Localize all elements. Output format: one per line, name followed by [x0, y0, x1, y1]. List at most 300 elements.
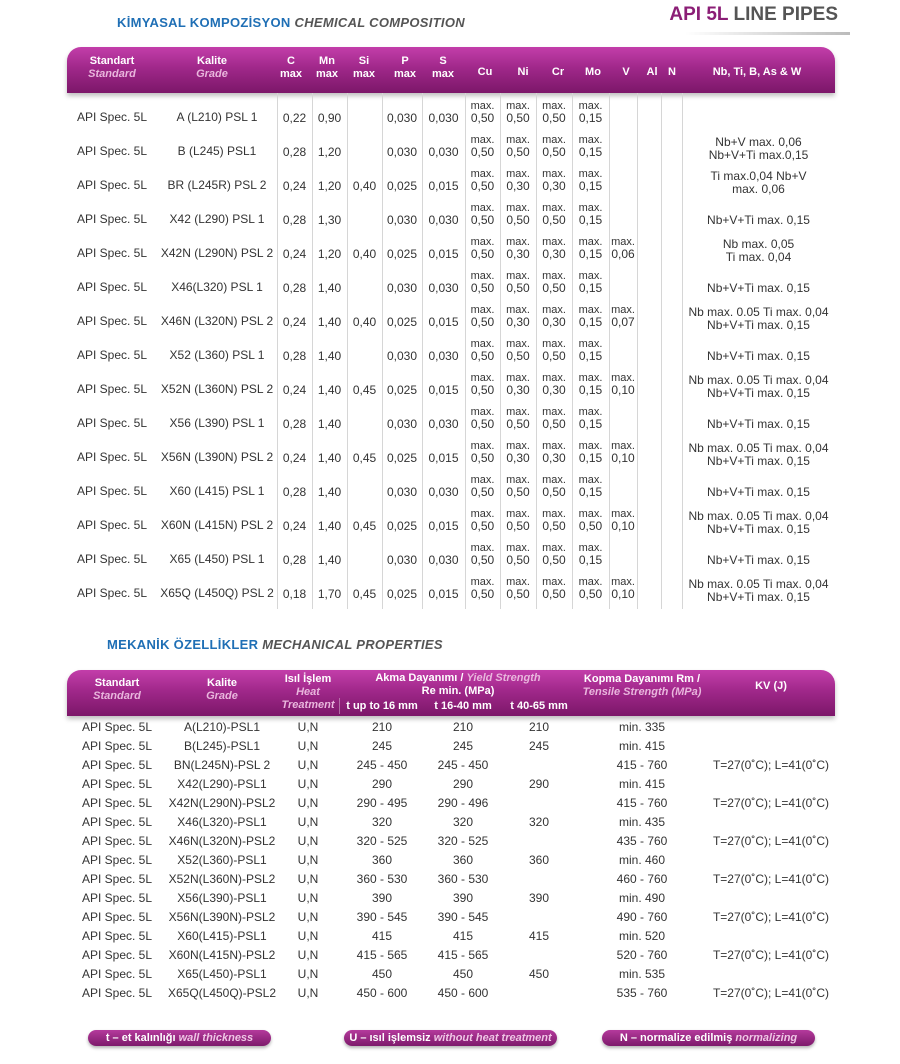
chem-cell-grade: X56N (L390N) PSL 2 [160, 450, 274, 464]
chem-cell-p: 0,025 [386, 519, 418, 533]
chem-cell-mo: 0,50 [578, 587, 603, 601]
chem-cell-s: 0,015 [428, 179, 459, 193]
mech-cell-t2: 320 - 525 [437, 834, 489, 848]
chem-max-label: max. [470, 372, 495, 384]
chem-max-label: max. [470, 576, 495, 588]
chem-cell-s: 0,015 [428, 587, 459, 601]
chem-cell-cu: 0,50 [470, 349, 495, 363]
chem-cell-mn: 1,40 [317, 417, 342, 431]
mech-cell-rm: min. 415 [618, 777, 666, 791]
mech-cell-t2: 415 - 565 [437, 948, 489, 962]
chem-cell-mn: 1,20 [317, 145, 342, 159]
chem-h-n: N [668, 66, 676, 78]
mech-cell-rm: min. 460 [618, 853, 666, 867]
chem-max-label: max. [578, 508, 603, 520]
mech-cell-t1: 290 - 495 [356, 796, 408, 810]
chem-cell-c: 0,28 [282, 145, 307, 159]
chem-max-label: max. [506, 372, 530, 384]
chem-cell-std: API Spec. 5L [76, 484, 148, 498]
mech-h-t3: t 40-65 mm [510, 700, 568, 712]
chem-cell-ni: 0,30 [506, 315, 530, 329]
chem-header [67, 47, 835, 93]
mech-h-kalite: Kalite Grade [206, 677, 238, 702]
chem-max-label: max. [470, 440, 495, 452]
mech-row [67, 832, 835, 851]
chem-max-label: max. [542, 542, 566, 554]
chem-max-label: max. [578, 236, 603, 248]
chem-max-label: max. [506, 576, 530, 588]
mech-row [67, 908, 835, 927]
chem-row [67, 334, 835, 368]
chem-cell-grade: X42 (L290) PSL 1 [169, 212, 265, 226]
chem-h-cu: Cu [477, 66, 493, 78]
mech-cell-t1: 320 - 525 [356, 834, 408, 848]
mech-cell-std: API Spec. 5L [81, 777, 153, 791]
chem-max-label: max. [470, 474, 495, 486]
chem-max-label: max. [542, 440, 566, 452]
mech-cell-grade: A(L210)-PSL1 [183, 720, 261, 734]
mech-cell-t2: 320 [452, 815, 474, 829]
chem-cell-std: API Spec. 5L [76, 348, 148, 362]
mech-cell-t1: 290 [371, 777, 393, 791]
mech-cell-t2: 450 [452, 967, 474, 981]
mech-cell-std: API Spec. 5L [81, 796, 153, 810]
mech-cell-heat: U,N [297, 739, 319, 753]
mech-cell-kv: T=27(0˚C); L=41(0˚C) [712, 986, 830, 1000]
mech-cell-t2: 390 [452, 891, 474, 905]
chem-cell-mn: 1,40 [317, 281, 342, 295]
chem-cell-cr: 0,30 [542, 451, 566, 465]
chem-cell-mo: 0,15 [578, 145, 603, 159]
chem-max-label: max. [578, 168, 603, 180]
chem-cell-cu: 0,50 [470, 111, 495, 125]
mech-cell-std: API Spec. 5L [81, 739, 153, 753]
mech-row [67, 718, 835, 737]
chem-cell-p: 0,030 [386, 213, 418, 227]
chem-max-label: max. [470, 270, 495, 282]
chem-cell-mn: 1,70 [317, 587, 342, 601]
chem-max-label: max. [542, 338, 566, 350]
mech-h-isil: Isıl İşlem Heat Treatment [281, 673, 335, 711]
chem-cell-mn: 1,30 [317, 213, 342, 227]
chem-cell-other-1: Nb max. 0.05 Ti max. 0,04 [688, 577, 829, 591]
chem-cell-s: 0,030 [428, 213, 459, 227]
chem-cell-c: 0,28 [282, 553, 307, 567]
chem-cell-std: API Spec. 5L [76, 110, 148, 124]
mech-cell-std: API Spec. 5L [81, 967, 153, 981]
mech-cell-heat: U,N [297, 720, 319, 734]
chem-cell-grade: X46N (L320N) PSL 2 [160, 314, 274, 328]
chem-cell-c: 0,24 [282, 383, 307, 397]
chem-cell-cu: 0,50 [470, 213, 495, 227]
chem-cell-cu: 0,50 [470, 485, 495, 499]
chem-cell-ni: 0,50 [506, 485, 530, 499]
chem-max-label: max. [506, 202, 530, 214]
chem-cell-mo: 0,15 [578, 247, 603, 261]
mech-cell-grade: X56(L390)-PSL1 [177, 891, 267, 905]
mech-cell-rm: 415 - 760 [616, 796, 668, 810]
mech-cell-rm: min. 435 [618, 815, 666, 829]
chem-cell-s: 0,015 [428, 315, 459, 329]
chem-cell-si: 0,45 [352, 383, 377, 397]
chem-h-c: C max [279, 55, 303, 80]
chem-cell-ni: 0,50 [506, 349, 530, 363]
chem-cell-other-2: Nb+V+Ti max. 0,15 [707, 485, 810, 499]
chem-cell-cr: 0,50 [542, 485, 566, 499]
chem-max-label: max. [506, 406, 530, 418]
chem-cell-other-2: Nb+V+Ti max. 0,15 [707, 522, 810, 536]
chem-max-label: max. [506, 474, 530, 486]
mech-cell-grade: B(L245)-PSL1 [183, 739, 261, 753]
chem-cell-p: 0,025 [386, 247, 418, 261]
chem-cell-p: 0,030 [386, 281, 418, 295]
mech-row [67, 851, 835, 870]
chem-cell-ni: 0,50 [506, 417, 530, 431]
chem-table-body [67, 93, 835, 609]
chem-max-label: max. [506, 304, 530, 316]
chem-max-label: max. [470, 134, 495, 146]
chem-cell-cr: 0,50 [542, 587, 566, 601]
chem-cell-grade: X60 (L415) PSL 1 [169, 484, 265, 498]
chem-cell-v: 0,10 [611, 519, 635, 533]
chem-cell-ni: 0,30 [506, 247, 530, 261]
mech-cell-t1: 415 [371, 929, 393, 943]
mech-cell-t3: 415 [528, 929, 550, 943]
chem-cell-other-1: Ti max.0,04 Nb+V [710, 169, 807, 183]
mech-row [67, 870, 835, 889]
chem-cell-mo: 0,15 [578, 111, 603, 125]
chem-cell-mo: 0,15 [578, 315, 603, 329]
chem-max-label: max. [470, 338, 495, 350]
mech-cell-heat: U,N [297, 853, 319, 867]
chem-cell-mo: 0,15 [578, 417, 603, 431]
chem-cell-mo: 0,15 [578, 179, 603, 193]
chem-cell-std: API Spec. 5L [76, 518, 148, 532]
chem-max-label: max. [506, 440, 530, 452]
mech-cell-t2: 450 - 600 [437, 986, 489, 1000]
mech-cell-std: API Spec. 5L [81, 929, 153, 943]
mech-row [67, 813, 835, 832]
chem-cell-grade: X60N (L415N) PSL 2 [160, 518, 274, 532]
mech-cell-t2: 210 [452, 720, 474, 734]
mech-row [67, 775, 835, 794]
chem-cell-ni: 0,30 [506, 451, 530, 465]
chem-cell-c: 0,18 [282, 587, 307, 601]
mech-cell-heat: U,N [297, 815, 319, 829]
chem-cell-p: 0,030 [386, 145, 418, 159]
chem-cell-s: 0,030 [428, 145, 459, 159]
mech-cell-t2: 415 [452, 929, 474, 943]
mech-cell-t3: 320 [528, 815, 550, 829]
chem-cell-cr: 0,50 [542, 553, 566, 567]
mech-cell-grade: X65(L450)-PSL1 [177, 967, 267, 981]
chem-max-label: max. [578, 406, 603, 418]
chem-row [67, 96, 835, 130]
chem-max-label: max. [506, 134, 530, 146]
chem-cell-c: 0,28 [282, 213, 307, 227]
chem-max-label: max. [611, 236, 635, 248]
chem-cell-s: 0,030 [428, 553, 459, 567]
chem-cell-mo: 0,15 [578, 213, 603, 227]
mech-cell-t3: 245 [528, 739, 550, 753]
chem-cell-mo: 0,15 [578, 281, 603, 295]
chem-row [67, 266, 835, 300]
chem-max-label: max. [470, 508, 495, 520]
mech-h-kopma: Kopma Dayanımı Rm / Tensile Strength (MPa) [582, 673, 702, 698]
chem-max-label: max. [506, 168, 530, 180]
chem-cell-s: 0,030 [428, 417, 459, 431]
chem-cell-grade: A (L210) PSL 1 [176, 110, 258, 124]
chem-cell-grade: B (L245) PSL1 [177, 144, 257, 158]
mech-cell-heat: U,N [297, 948, 319, 962]
chem-cell-mn: 1,40 [317, 553, 342, 567]
chem-max-label: max. [542, 100, 566, 112]
chem-cell-mo: 0,50 [578, 519, 603, 533]
chem-cell-std: API Spec. 5L [76, 586, 148, 600]
mech-cell-rm: 415 - 760 [616, 758, 668, 772]
chem-cell-p: 0,025 [386, 315, 418, 329]
chem-row [67, 130, 835, 164]
chem-cell-cu: 0,50 [470, 315, 495, 329]
mech-cell-std: API Spec. 5L [81, 758, 153, 772]
chem-cell-s: 0,030 [428, 111, 459, 125]
mech-cell-grade: X52(L360)-PSL1 [177, 853, 267, 867]
chem-cell-cu: 0,50 [470, 281, 495, 295]
chem-cell-cr: 0,30 [542, 247, 566, 261]
brand-title: API 5L LINE PIPES [669, 4, 838, 25]
chem-max-label: max. [542, 372, 566, 384]
mech-cell-std: API Spec. 5L [81, 872, 153, 886]
chem-max-label: max. [542, 304, 566, 316]
chem-cell-c: 0,28 [282, 485, 307, 499]
chem-h-mn: Mn max [315, 55, 339, 80]
mech-cell-std: API Spec. 5L [81, 986, 153, 1000]
mech-cell-rm: min. 415 [618, 739, 666, 753]
chem-max-label: max. [578, 440, 603, 452]
mech-cell-t1: 320 [371, 815, 393, 829]
chem-cell-other-2: Nb+V+Ti max. 0,15 [707, 213, 810, 227]
chem-cell-mo: 0,15 [578, 451, 603, 465]
mech-cell-rm: min. 535 [618, 967, 666, 981]
mech-row [67, 984, 835, 1003]
mech-cell-kv: T=27(0˚C); L=41(0˚C) [712, 872, 830, 886]
chem-cell-cu: 0,50 [470, 417, 495, 431]
mech-cell-heat: U,N [297, 758, 319, 772]
mech-header [67, 670, 835, 716]
chem-max-label: max. [578, 338, 603, 350]
chem-cell-ni: 0,50 [506, 145, 530, 159]
chem-cell-s: 0,030 [428, 485, 459, 499]
chem-h-ni: Ni [517, 66, 529, 78]
chem-cell-si: 0,45 [352, 451, 377, 465]
chem-h-standart: Standart Standard [88, 55, 136, 80]
mech-cell-grade: X60N(L415N)-PSL2 [168, 948, 276, 962]
chem-cell-std: API Spec. 5L [76, 552, 148, 566]
mech-cell-rm: 520 - 760 [616, 948, 668, 962]
chem-cell-c: 0,24 [282, 179, 307, 193]
mech-cell-kv: T=27(0˚C); L=41(0˚C) [712, 948, 830, 962]
chem-cell-si: 0,40 [352, 247, 377, 261]
mech-cell-heat: U,N [297, 777, 319, 791]
mech-h-kv: KV (J) [755, 680, 787, 692]
chem-cell-std: API Spec. 5L [76, 416, 148, 430]
chem-max-label: max. [542, 168, 566, 180]
mech-cell-grade: X56N(L390N)-PSL2 [168, 910, 276, 924]
mech-cell-std: API Spec. 5L [81, 834, 153, 848]
mech-cell-grade: X65Q(L450Q)-PSL2 [167, 986, 277, 1000]
mech-cell-rm: min. 335 [618, 720, 666, 734]
chem-row [67, 300, 835, 334]
mech-cell-t2: 245 [452, 739, 474, 753]
chem-cell-cr: 0,50 [542, 349, 566, 363]
chem-cell-cu: 0,50 [470, 451, 495, 465]
chem-cell-grade: X42N (L290N) PSL 2 [160, 246, 274, 260]
chem-row [67, 198, 835, 232]
mech-cell-std: API Spec. 5L [81, 910, 153, 924]
chem-row [67, 436, 835, 470]
mech-cell-std: API Spec. 5L [81, 853, 153, 867]
chem-cell-cr: 0,50 [542, 281, 566, 295]
chem-cell-other-1: Nb max. 0.05 Ti max. 0,04 [688, 305, 829, 319]
mech-cell-std: API Spec. 5L [81, 720, 153, 734]
chem-cell-mo: 0,15 [578, 485, 603, 499]
mech-cell-t2: 290 - 496 [437, 796, 489, 810]
mech-cell-grade: X42(L290)-PSL1 [177, 777, 267, 791]
chem-cell-p: 0,030 [386, 417, 418, 431]
chem-cell-si: 0,40 [352, 179, 377, 193]
chem-max-label: max. [611, 576, 635, 588]
chem-h-s: S max [431, 55, 455, 80]
chem-cell-ni: 0,50 [506, 213, 530, 227]
chem-cell-v: 0,10 [611, 383, 635, 397]
chem-cell-grade: X46(L320) PSL 1 [171, 280, 263, 294]
chem-cell-c: 0,22 [282, 111, 307, 125]
chem-row [67, 164, 835, 198]
chem-cell-cu: 0,50 [470, 587, 495, 601]
chem-h-p: P max [393, 55, 417, 80]
chem-max-label: max. [578, 100, 603, 112]
chem-cell-p: 0,030 [386, 349, 418, 363]
mech-cell-t1: 245 - 450 [356, 758, 408, 772]
chem-cell-other-2: Nb+V+Ti max. 0,15 [707, 553, 810, 567]
mech-cell-t2: 390 - 545 [437, 910, 489, 924]
chem-cell-v: 0,10 [611, 451, 635, 465]
legend-t: t – et kalınlığı wall thickness [88, 1030, 271, 1046]
chem-max-label: max. [506, 236, 530, 248]
mech-cell-t3: 360 [528, 853, 550, 867]
chem-max-label: max. [611, 508, 635, 520]
chem-cell-cr: 0,50 [542, 111, 566, 125]
mech-cell-t3: 390 [528, 891, 550, 905]
chem-cell-cr: 0,30 [542, 179, 566, 193]
chem-cell-mn: 1,40 [317, 519, 342, 533]
chem-max-label: max. [542, 406, 566, 418]
chem-max-label: max. [506, 508, 530, 520]
chem-cell-other-1: Nb max. 0.05 Ti max. 0,04 [688, 373, 829, 387]
mech-cell-grade: X42N(L290N)-PSL2 [168, 796, 276, 810]
chem-cell-grade: X56 (L390) PSL 1 [169, 416, 265, 430]
mech-cell-t1: 450 - 600 [356, 986, 408, 1000]
chem-cell-s: 0,015 [428, 451, 459, 465]
mech-table-body [67, 716, 835, 1006]
mech-cell-t1: 210 [371, 720, 393, 734]
chem-cell-std: API Spec. 5L [76, 144, 148, 158]
chem-max-label: max. [542, 134, 566, 146]
mech-section-title: MEKANİK ÖZELLİKLER MECHANICAL PROPERTIES [107, 637, 443, 652]
chem-max-label: max. [470, 100, 495, 112]
mech-cell-heat: U,N [297, 910, 319, 924]
chem-max-label: max. [470, 406, 495, 418]
chem-cell-c: 0,28 [282, 417, 307, 431]
mech-cell-kv: T=27(0˚C); L=41(0˚C) [712, 796, 830, 810]
chem-cell-mo: 0,15 [578, 383, 603, 397]
mech-cell-grade: X46N(L320N)-PSL2 [168, 834, 276, 848]
chem-cell-mo: 0,15 [578, 553, 603, 567]
chem-cell-grade: X52N (L360N) PSL 2 [160, 382, 274, 396]
mech-cell-std: API Spec. 5L [81, 948, 153, 962]
mech-h-standart: Standart Standard [93, 677, 141, 702]
chem-cell-std: API Spec. 5L [76, 314, 148, 328]
chem-cell-grade: X65Q (L450Q) PSL 2 [160, 586, 274, 600]
chem-cell-other-2: Nb+V+Ti max. 0,15 [707, 454, 810, 468]
chem-cell-c: 0,24 [282, 519, 307, 533]
chem-cell-p: 0,025 [386, 179, 418, 193]
chem-row [67, 402, 835, 436]
chem-h-mo: Mo [585, 66, 601, 78]
chem-max-label: max. [578, 304, 603, 316]
mech-row [67, 756, 835, 775]
chem-row [67, 504, 835, 538]
mech-cell-t3: 210 [528, 720, 550, 734]
chem-max-label: max. [578, 474, 603, 486]
chem-cell-mn: 1,20 [317, 247, 342, 261]
chem-cell-mn: 1,40 [317, 451, 342, 465]
chem-max-label: max. [542, 576, 566, 588]
chem-cell-p: 0,030 [386, 553, 418, 567]
chem-cell-ni: 0,30 [506, 179, 530, 193]
chem-max-label: max. [611, 304, 635, 316]
chem-row [67, 232, 835, 266]
chem-max-label: max. [470, 304, 495, 316]
chem-max-label: max. [542, 474, 566, 486]
chem-cell-cu: 0,50 [470, 179, 495, 193]
mech-cell-t3: 450 [528, 967, 550, 981]
chem-cell-ni: 0,50 [506, 553, 530, 567]
chem-row [67, 538, 835, 572]
chem-cell-other-1: Nb max. 0,05 [722, 237, 795, 251]
mech-cell-t1: 390 - 545 [356, 910, 408, 924]
mech-cell-kv: T=27(0˚C); L=41(0˚C) [712, 834, 830, 848]
mech-cell-rm: 490 - 760 [616, 910, 668, 924]
mech-cell-heat: U,N [297, 967, 319, 981]
chem-cell-p: 0,025 [386, 451, 418, 465]
mech-cell-heat: U,N [297, 834, 319, 848]
chem-cell-v: 0,06 [611, 247, 635, 261]
chem-max-label: max. [506, 338, 530, 350]
chem-max-label: max. [578, 576, 603, 588]
chem-cell-s: 0,030 [428, 281, 459, 295]
chem-max-label: max. [470, 202, 495, 214]
mech-h-akma: Akma Dayanımı / Yield Strength Re min. (MPa) [375, 672, 541, 697]
chem-cell-mn: 1,40 [317, 315, 342, 329]
chem-cell-cr: 0,50 [542, 417, 566, 431]
chem-h-other: Nb, Ti, B, As & W [712, 66, 802, 78]
mech-row [67, 737, 835, 756]
chem-cell-grade: BR (L245R) PSL 2 [167, 178, 267, 192]
mech-cell-heat: U,N [297, 891, 319, 905]
mech-cell-t1: 450 [371, 967, 393, 981]
mech-row [67, 946, 835, 965]
